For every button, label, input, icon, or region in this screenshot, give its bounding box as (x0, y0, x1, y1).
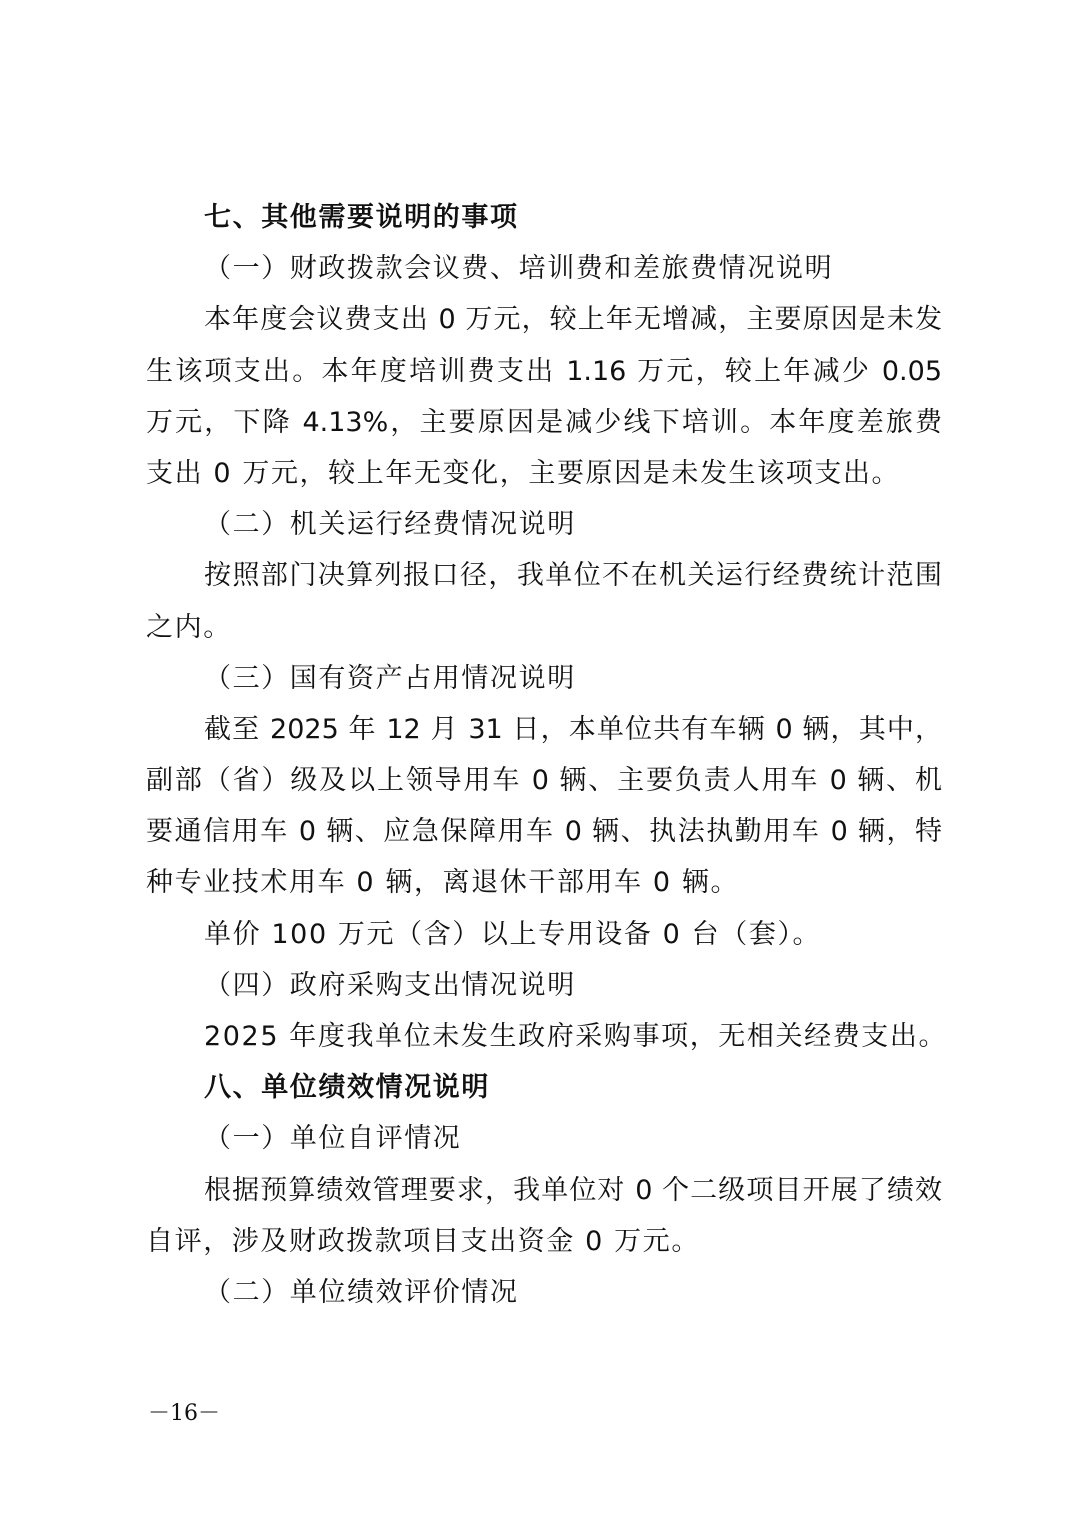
subheading-state-assets: （三）国有资产占用情况说明 (204, 662, 576, 694)
section-heading-performance: 八、单位绩效情况说明 (204, 1072, 490, 1104)
paragraph-line: 万元，下降 4.13%，主要原因是减少线下培训。本年度差旅费 (146, 406, 942, 438)
page-number: －16－ (148, 1401, 220, 1426)
subheading-meeting-training-travel: （一）财政拨款会议费、培训费和差旅费情况说明 (204, 253, 834, 285)
subheading-performance-evaluation: （二）单位绩效评价情况 (204, 1276, 519, 1308)
document-body (146, 192, 948, 1318)
paragraph-line: 要通信用车 0 辆、应急保障用车 0 辆、执法执勤用车 0 辆，特 (146, 816, 942, 848)
paragraph-line: 本年度会议费支出 0 万元，较上年无增减，主要原因是未发 (204, 304, 942, 336)
paragraph-line: 按照部门决算列报口径，我单位不在机关运行经费统计范围 (204, 560, 942, 592)
subheading-operating-expenses: （二）机关运行经费情况说明 (204, 509, 576, 541)
paragraph-line: 截至 2025 年 12 月 31 日，本单位共有车辆 0 辆，其中， (204, 713, 942, 745)
paragraph-line: 副部（省）级及以上领导用车 0 辆、主要负责人用车 0 辆、机 (146, 765, 942, 797)
paragraph-line: 单价 100 万元（含）以上专用设备 0 台（套）。 (204, 918, 822, 950)
paragraph-line: 根据预算绩效管理要求，我单位对 0 个二级项目开展了绩效 (204, 1174, 942, 1206)
paragraph-line: 2025 年度我单位未发生政府采购事项，无相关经费支出。 (204, 1021, 948, 1052)
paragraph-line: 之内。 (146, 611, 232, 643)
paragraph-line: 自评，涉及财政拨款项目支出资金 0 万元。 (146, 1225, 700, 1257)
paragraph-line: 生该项支出。本年度培训费支出 1.16 万元，较上年减少 0.05 (146, 355, 942, 387)
subheading-self-evaluation: （一）单位自评情况 (204, 1123, 462, 1155)
subheading-government-procurement: （四）政府采购支出情况说明 (204, 969, 576, 1001)
section-heading-other-matters: 七、其他需要说明的事项 (204, 202, 519, 233)
paragraph-line: 支出 0 万元，较上年无变化，主要原因是未发生该项支出。 (146, 457, 901, 489)
paragraph-line: 种专业技术用车 0 辆，离退休干部用车 0 辆。 (146, 867, 740, 899)
